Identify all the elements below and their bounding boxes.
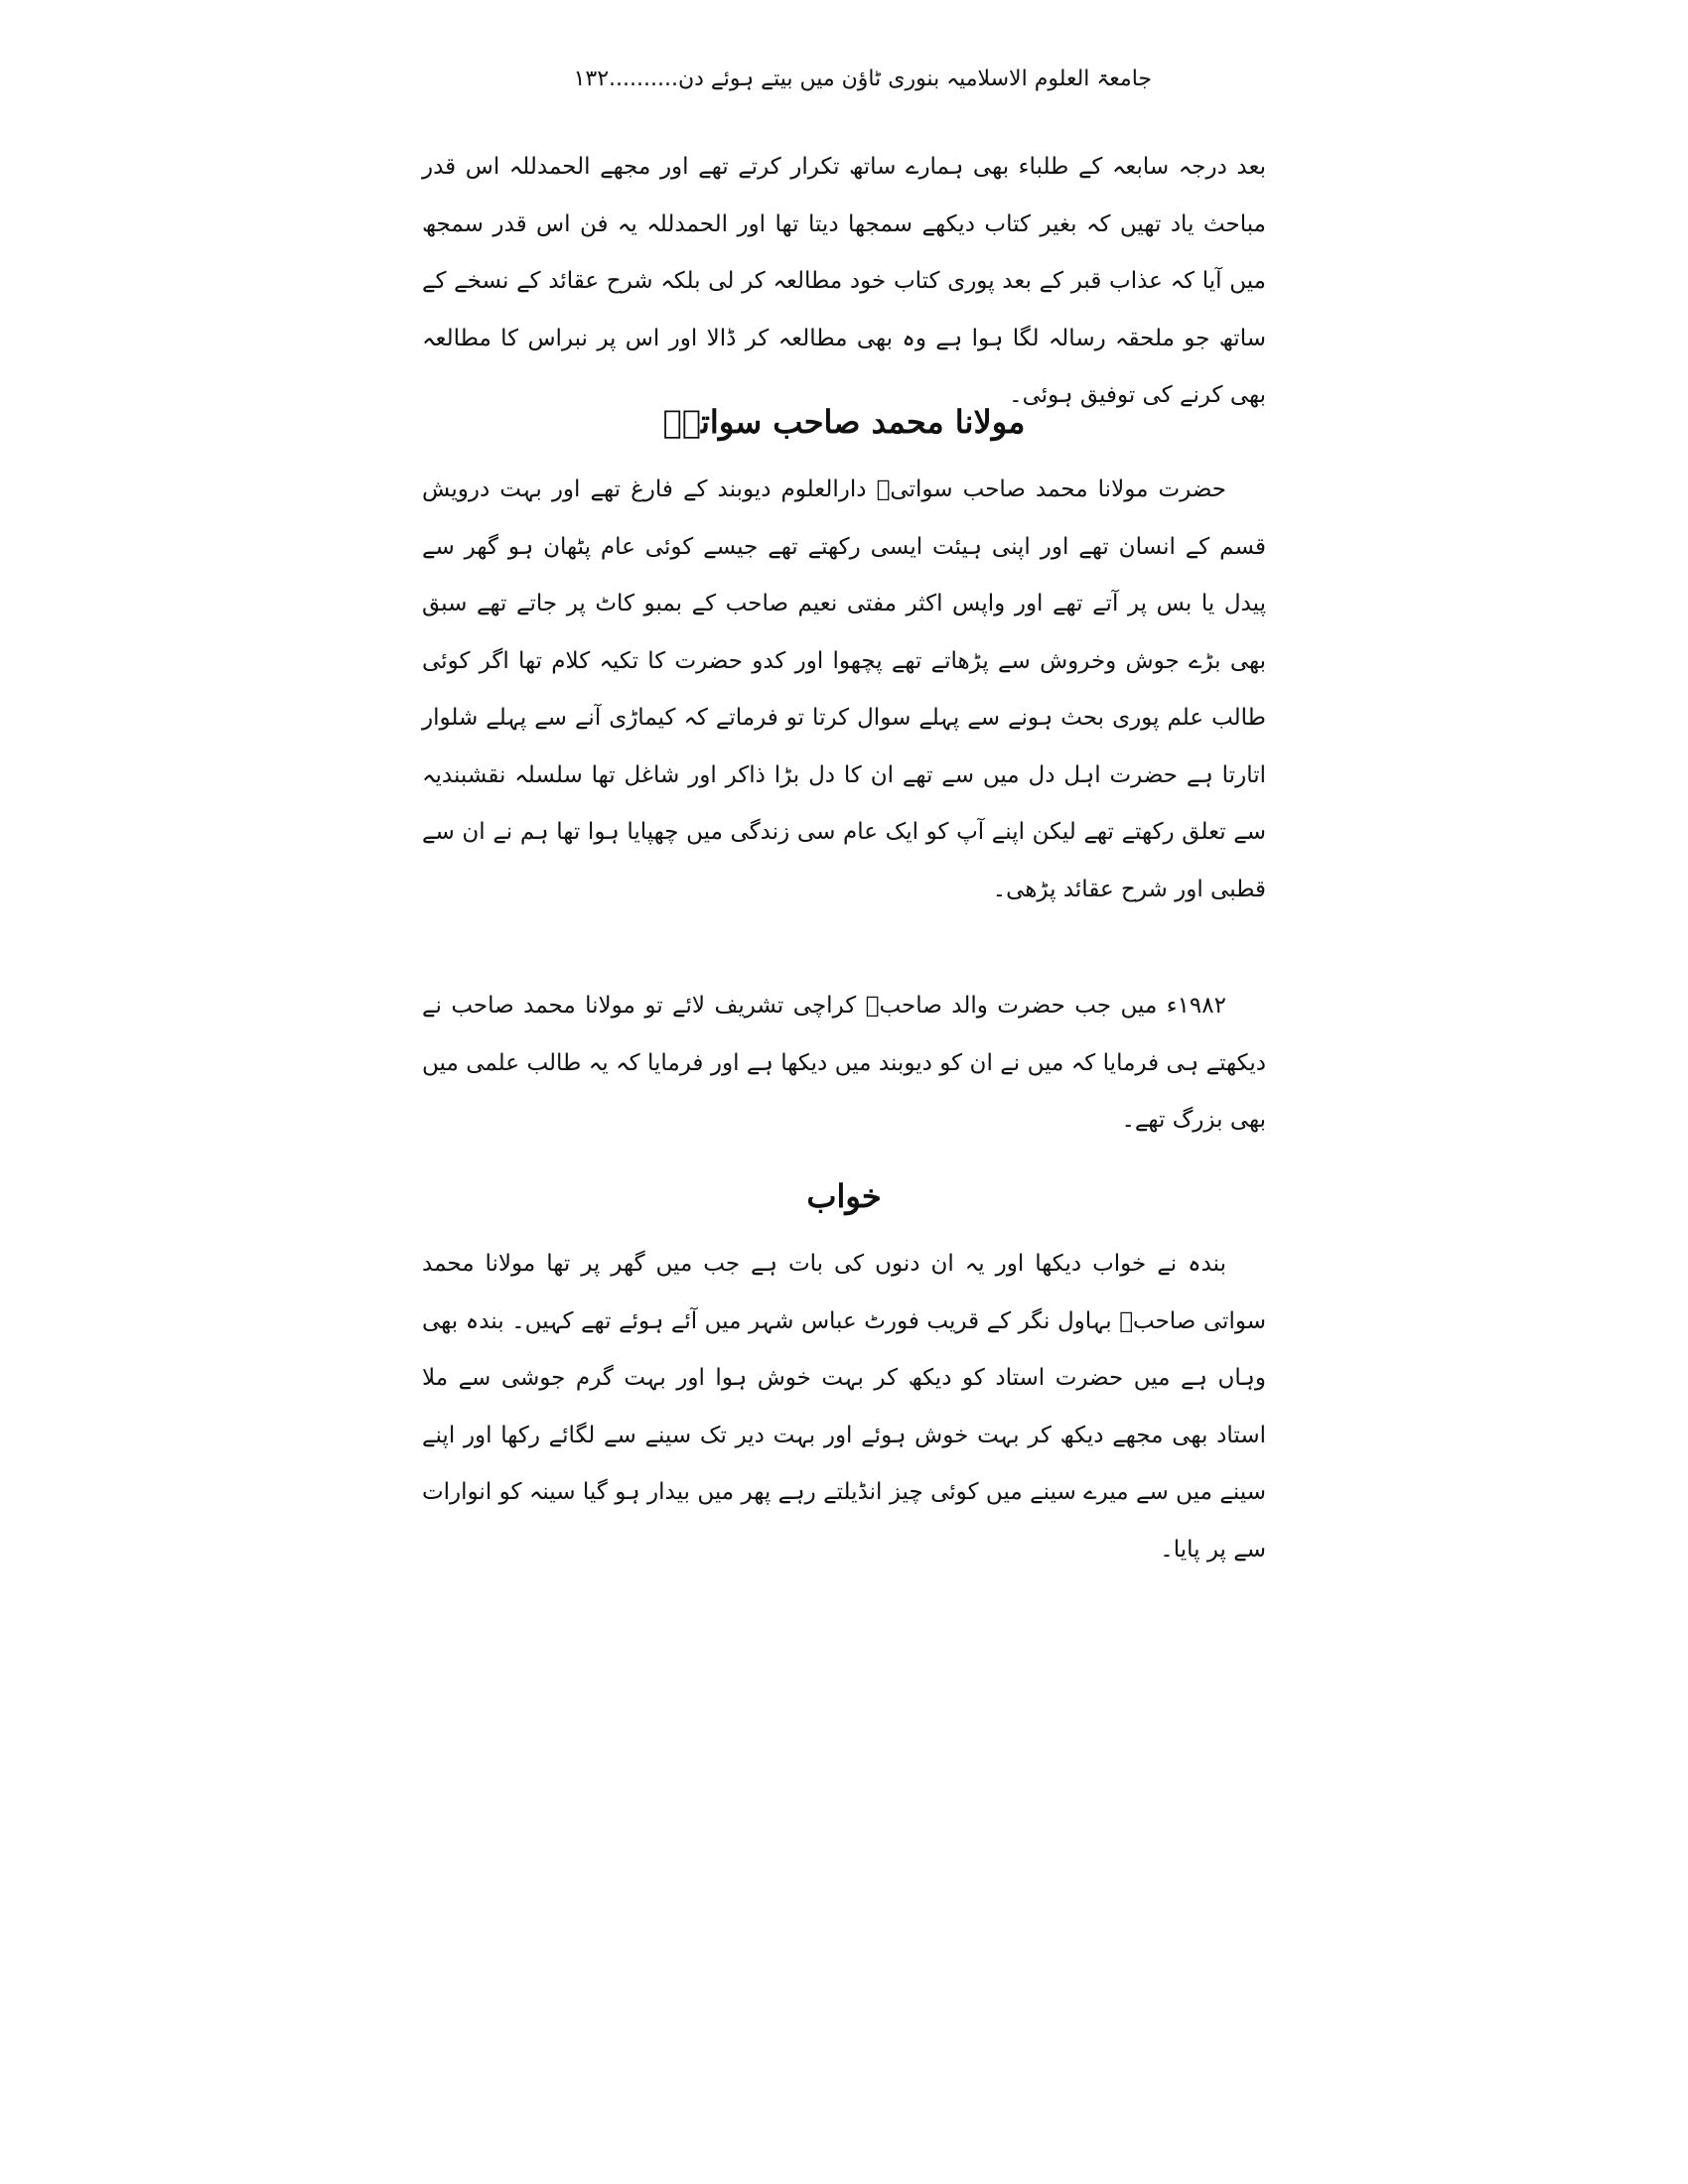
running-header: جامعۃ العلوم الاسلامیہ بنوری ٹاؤن میں بیتے ہوئے دن..........۱۳۲ [573,67,1152,91]
paragraph-4: بندہ نے خواب دیکھا اور یہ ان دنوں کی بات ہے جب میں گھر پر تھا مولانا محمد سواتی صاحبؒ بہاول نگر کے قریب فورٹ عباس شہر میں آئے ہوئے تھے کہیں۔ بندہ بھی وہاں ہے میں حضرت استاد کو دیکھ کر بہت خوش ہوا اور بہت گرم جوشی سے ملا استاد بھی مجھے دیکھ کر بہت خوش ہوئے اور بہت دیر تک سینے سے لگائے رکھا اور اپنے سینے میں سے میرے سینے میں کوئی چیز انڈیلتے رہے پھر میں بیدار ہو گیا سینہ کو انوارات سے پر پایا۔ [422,1251,1266,1563]
paragraph-block [422,1236,1266,1578]
section-heading-khwab: خواب [806,1177,882,1215]
paragraph-1: بعد درجہ سابعہ کے طلباء بھی ہمارے ساتھ تکرار کرتے تھے اور مجھے الحمدللہ اس قدر مباحث یاد تھیں کہ بغیر کتاب دیکھے سمجھا دیتا تھا اور الحمدللہ یہ فن اس قدر سمجھ میں آیا کہ عذاب قبر کے بعد پوری کتاب خود مطالعہ کر لی بلکہ شرح عقائد کے نسخے کے ساتھ جو ملحقہ رسالہ لگا ہوا ہے وہ بھی مطالعہ کر ڈالا اور اس پر نبراس کا مطالعہ بھی کرنے کی توفیق ہوئی۔ [422,154,1266,408]
paragraph-2: حضرت مولانا محمد صاحب سواتیؒ دارالعلوم دیوبند کے فارغ تھے اور بہت درویش قسم کے انسان تھے اور اپنی ہیئت ایسی رکھتے تھے جیسے کوئی عام پٹھان ہو گھر سے پیدل یا بس پر آتے تھے اور واپس اکثر مفتی نعیم صاحب کے بمبو کاٹ پر جاتے تھے سبق بھی بڑے جوش وخروش سے پڑھاتے تھے پچھوا اور کدو حضرت کا تکیہ کلام تھا اگر کوئی طالب علم پوری بحث ہونے سے پہلے سوال کرتا تو فرماتے کہ کیماڑی آنے سے پہلے شلوار اتارتا ہے حضرت اہل دل میں سے تھے ان کا دل بڑا ذاکر اور شاغل تھا سلسلہ نقشبندیہ سے تعلق رکھتے تھے لیکن اپنے آپ کو ایک عام سی زندگی میں چھپایا ہوا تھا ہم نے ان سے قطبی اور شرح عقائد پڑھی۔ [422,477,1266,902]
paragraph-3: ۱۹۸۲ء میں جب حضرت والد صاحبؒ کراچی تشریف لائے تو مولانا محمد صاحب نے دیکھتے ہی فرمایا کہ میں نے ان کو دیوبند میں دیکھا ہے اور فرمایا کہ یہ طالب علمی میں بھی بزرگ تھے۔ [422,993,1266,1133]
section-heading-maulana-muhammad-sawati: مولانا محمد صاحب سواتیؒ [662,403,1026,441]
paragraph-block [422,139,1266,425]
paragraph-block [422,978,1266,1150]
paragraph-block [422,462,1266,918]
